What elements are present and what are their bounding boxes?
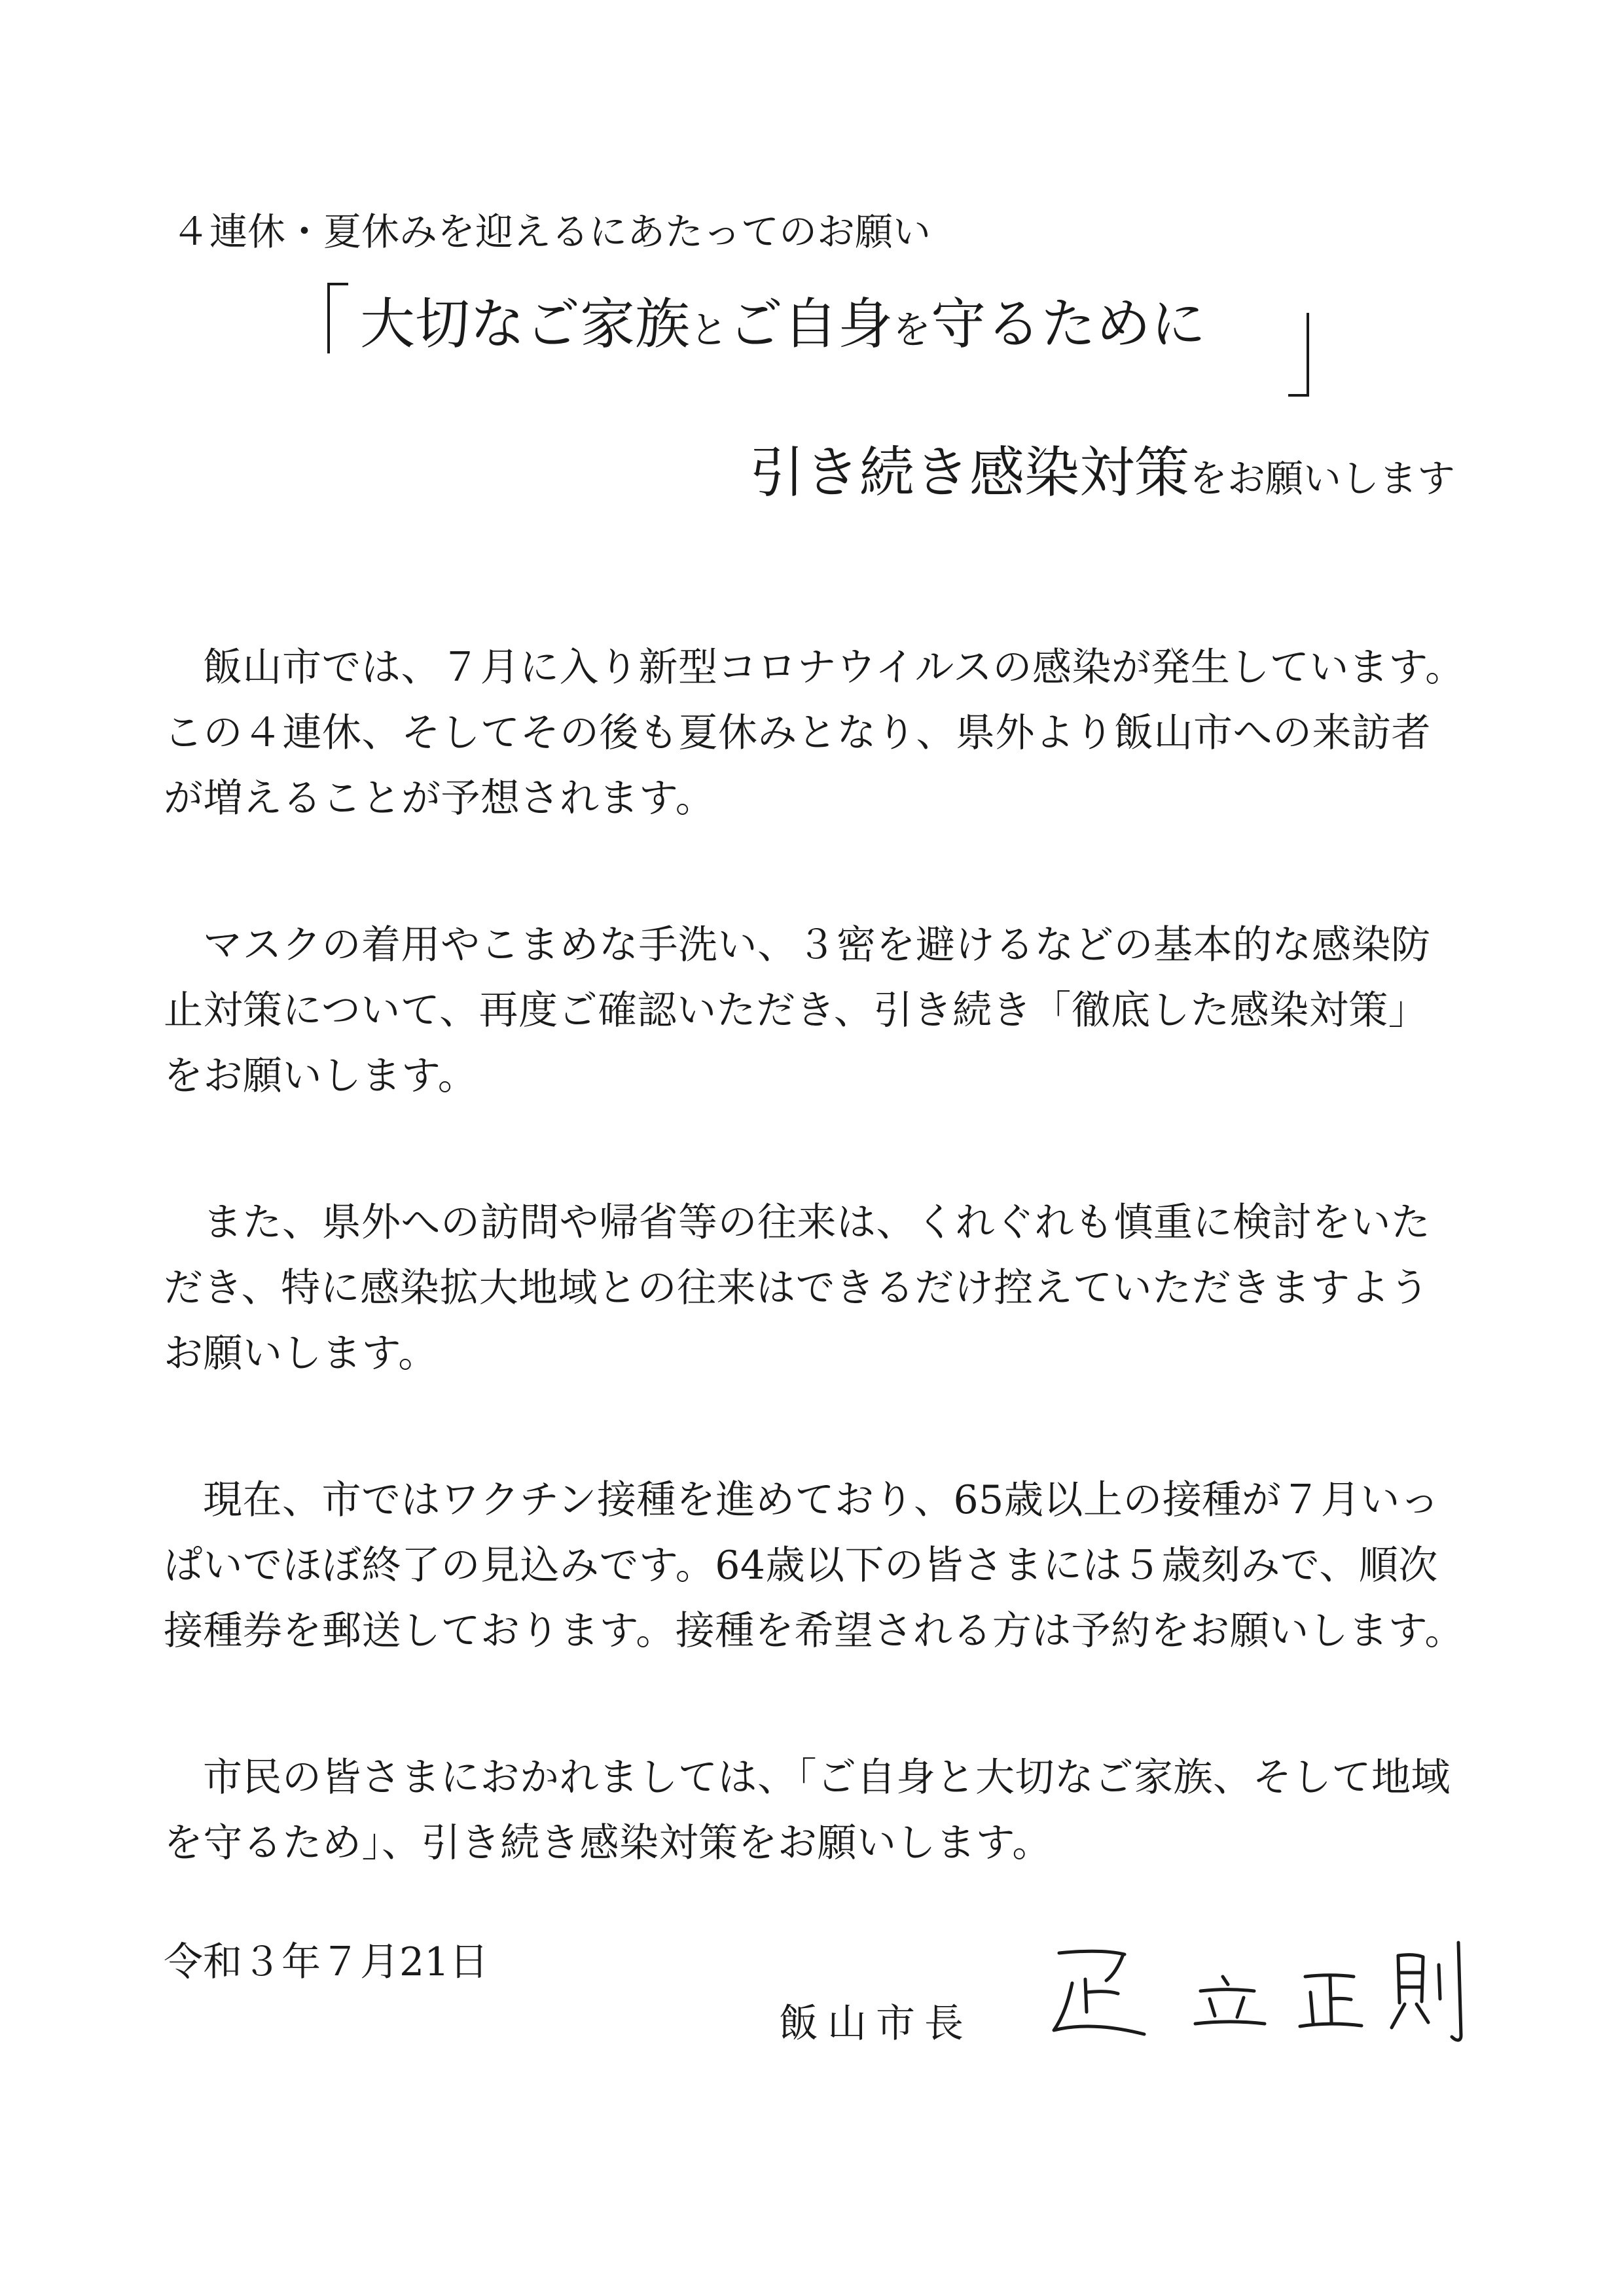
- signature-stroke: [1398, 1955, 1423, 2001]
- signature-stroke: [1087, 1992, 1118, 1994]
- signature-stroke: [1237, 1998, 1244, 2017]
- issue-date: 令和３年７月21日: [164, 1939, 489, 1985]
- close-bracket: [1288, 313, 1309, 397]
- secondary-heading-main: 引き続き感染対策: [749, 440, 1189, 505]
- signature-stroke: [1085, 1979, 1087, 2012]
- signature-stroke: [1398, 1956, 1399, 2003]
- paragraph-4: 現在、市ではワクチン接種を進めており、65歳以上の接種が７月いっぱいでほぼ終了の見込みです。64歳以下の皆さまには５歳刻みで、順次接種券を郵送しております。接種を希望される方は予約をお願いします。: [164, 1477, 1464, 1654]
- headline: [360, 281, 1206, 372]
- signature-stroke: [1439, 1965, 1440, 1999]
- subtitle: ４連休・夏休みを迎えるにあたってのお願い: [171, 209, 931, 254]
- signature-stroke: [1331, 1998, 1351, 2000]
- signature-stroke: [1106, 1954, 1123, 1981]
- signature-stroke: [1059, 1951, 1125, 1954]
- signature-stroke: [1210, 1999, 1215, 2016]
- signature-stroke: [1416, 2004, 1428, 2022]
- secondary-heading-tail: をお願いします: [1189, 456, 1455, 501]
- signature-stroke: [1223, 1977, 1228, 1984]
- headline-part-2: と: [690, 308, 729, 352]
- signature-stroke: [1200, 1990, 1254, 1991]
- signature-stroke: [1310, 1992, 1313, 2022]
- headline-part-3: ご自身: [728, 292, 893, 356]
- handwritten-signature: [1046, 1939, 1471, 2043]
- signature-stroke: [1452, 1943, 1461, 2040]
- body-text: [164, 635, 1466, 1957]
- paragraph-3: また、県外への訪問や帰省等の往来は、くれぐれも慎重に検討をいただき、特に感染拡大地域との往来はできるだけ控えていただきますようお願いします。: [164, 1200, 1431, 1376]
- headline-part-5: 守るために: [931, 292, 1206, 356]
- open-bracket: [327, 283, 348, 353]
- headline-part-4: を: [893, 308, 931, 352]
- signatory-title: 飯山市長: [779, 2001, 973, 2047]
- signature-stroke: [1300, 2024, 1362, 2026]
- secondary-heading: [749, 433, 1455, 518]
- paragraph-1: 飯山市では、７月に入り新型コロナウイルスの感染が発生しています。この４連休、そしてその後も夏休みとなり、県外より飯山市への来訪者が増えることが予想されます。: [164, 645, 1465, 821]
- headline-part-1: 大切なご家族: [360, 292, 691, 356]
- paragraph-2: マスクの着用やこまめな手洗い、３密を避けるなどの基本的な感染防止対策について、再度ご確認いただき、引き続き「徹底した感染対策」をお願いします。: [164, 922, 1431, 1099]
- signature-stroke: [1392, 2004, 1405, 2028]
- paragraph-5: 市民の皆さまにおかれましては、「ご自身と大切なご家族、そして地域を守るため」、引き続き感染対策をお願いします。: [164, 1755, 1451, 1866]
- signature-stroke: [1195, 2022, 1265, 2024]
- headline-quote: [327, 275, 1309, 406]
